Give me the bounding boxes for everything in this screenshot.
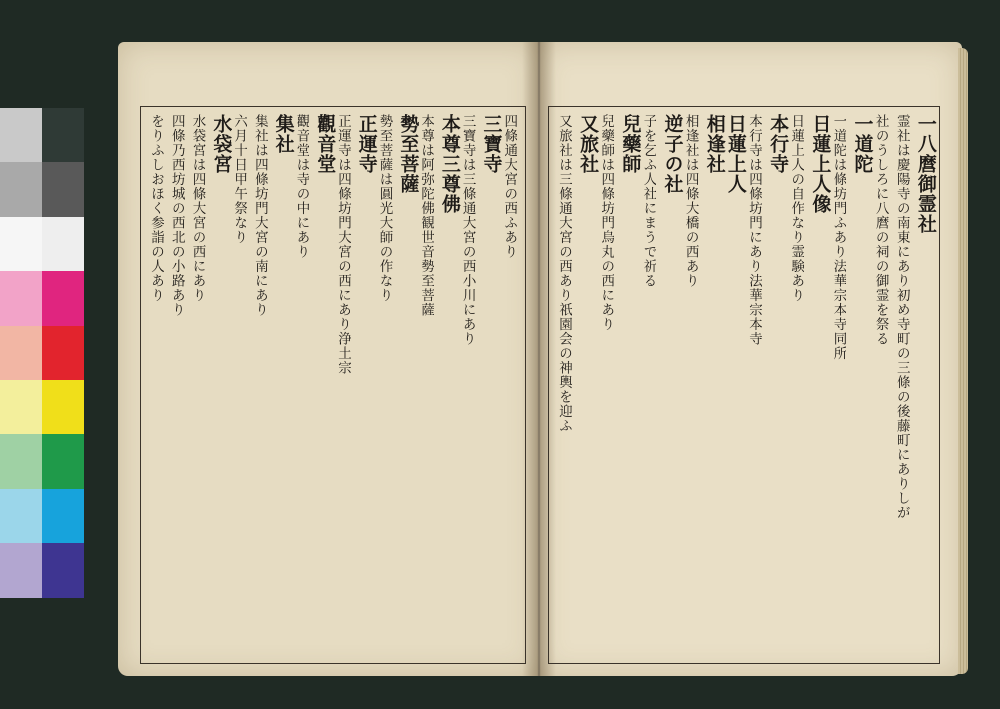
text-column: をりふしおほく参詣の人あり [148, 114, 164, 303]
text-column: 勢至菩薩は圓光大師の作なり [376, 114, 393, 303]
calibration-patch [0, 108, 42, 162]
text-column: 觀音堂は寺の中にあり [293, 114, 310, 259]
calibration-patch [42, 489, 84, 543]
text-column: 子を乞ふ人社にまうで祈る [640, 114, 657, 288]
entry-heading: 三寶寺 [480, 114, 503, 174]
calibration-patch [0, 271, 42, 325]
text-column: 日蓮上人の自作なり霊験あり [788, 114, 805, 303]
calibration-patch [42, 543, 84, 597]
text-column: 霊社は慶陽寺の南東にあり初め寺町の三條の後藤町にありしが [893, 114, 910, 520]
page-edges [958, 48, 968, 674]
color-calibration-strip [0, 108, 84, 598]
calibration-patch [42, 326, 84, 380]
text-column: 兒藥師は四條坊門烏丸の西にあり [598, 114, 615, 332]
entry-heading: 日蓮上人像 [809, 114, 832, 214]
calibration-patch [0, 217, 42, 271]
entry-heading: 逆子の社 [661, 114, 684, 194]
entry-heading: 勢至菩薩 [397, 114, 420, 194]
calibration-patch [42, 217, 84, 271]
entry-heading: 集社 [272, 114, 295, 154]
entry-heading: 兒藥師 [619, 114, 642, 174]
text-column: 又旅社は三條通大宮の西あり祇園会の神輿を迎ふ [556, 114, 572, 433]
calibration-patch [0, 326, 42, 380]
text-column: 四條通大宮の西ふあり [501, 114, 518, 259]
calibration-patch [42, 162, 84, 216]
calibration-patch [0, 380, 42, 434]
calibration-patch [42, 380, 84, 434]
calibration-patch [42, 271, 84, 325]
entry-heading: 相逢社 [703, 114, 726, 174]
entry-heading: 一道陀 [851, 114, 874, 174]
open-book [112, 38, 970, 683]
text-column: 水袋宮は四條大宮の西にあり [189, 114, 206, 303]
text-column: 三寶寺は三條通大宮の西小川にあり [459, 114, 476, 346]
text-column: 本尊は阿弥陀佛観世音勢至菩薩 [418, 114, 435, 317]
entry-heading: 又旅社 [577, 114, 600, 174]
text-column: 本行寺は四條坊門にあり法華宗本寺 [746, 114, 762, 346]
entry-heading: 觀音堂 [314, 114, 337, 174]
calibration-patch [0, 543, 42, 597]
entry-heading: 本尊三尊佛 [438, 114, 461, 214]
entry-heading: 一八麿御霊社 [914, 114, 937, 234]
entry-heading: 日蓮上人 [724, 114, 747, 194]
calibration-patch [0, 162, 42, 216]
calibration-patch [42, 108, 84, 162]
calibration-patch [0, 489, 42, 543]
text-column: 四條乃西坊城の西北の小路あり [168, 114, 185, 317]
text-column: 社のうしろに八麿の祠の御霊を祭る [872, 114, 889, 346]
text-column: 正運寺は四條坊門大宮の西にあり浄土宗 [335, 114, 351, 375]
entry-heading: 水袋宮 [210, 114, 233, 174]
entry-heading: 正運寺 [355, 114, 378, 174]
calibration-patch [0, 434, 42, 488]
text-column: 六月十日甲午祭なり [231, 114, 248, 245]
text-column: 集社は四條坊門大宮の南にあり [251, 114, 268, 317]
text-column: 一道陀は條坊門ふあり法華宗本寺同所 [830, 114, 847, 361]
entry-heading: 本行寺 [767, 114, 790, 174]
calibration-patch [42, 434, 84, 488]
text-column: 相逢社は四條大橋の西あり [682, 114, 699, 288]
